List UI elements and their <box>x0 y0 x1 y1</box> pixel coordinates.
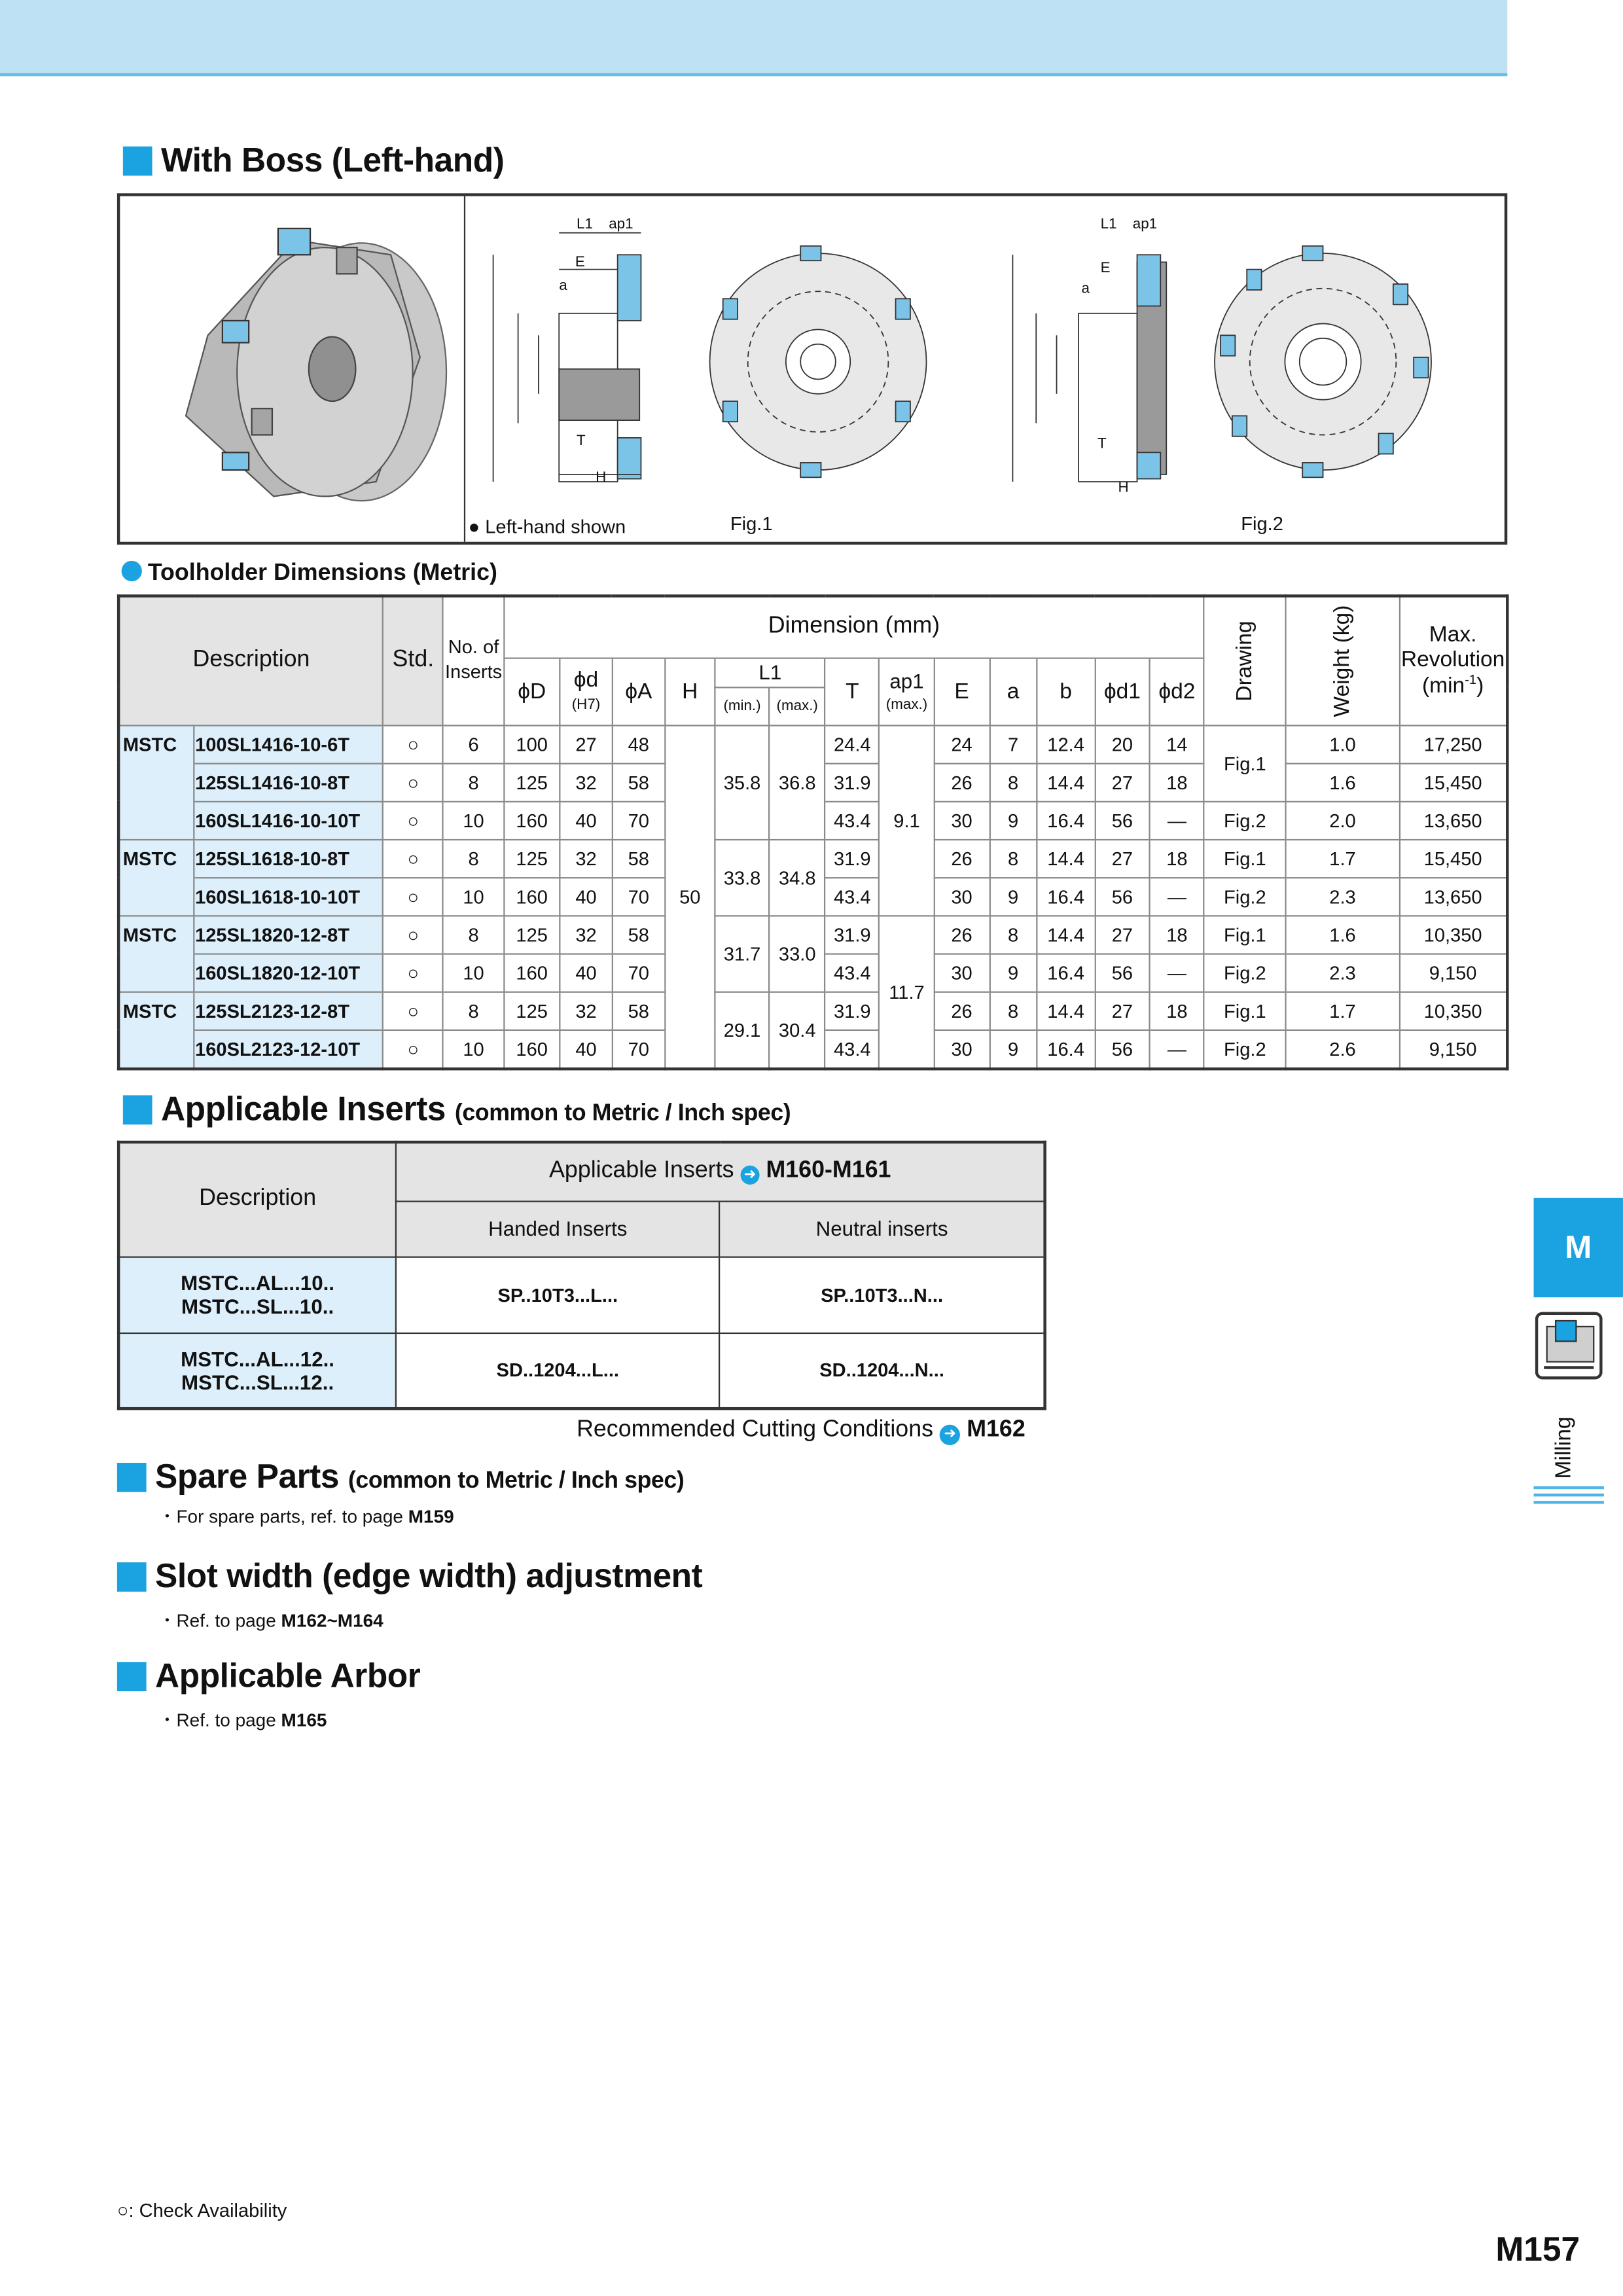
tool-illustrations <box>120 196 1504 542</box>
table-row: MSTC...AL...12.. MSTC...SL...12.. SD..1204...L... SD..1204...N... <box>118 1333 1045 1408</box>
svg-text:a: a <box>559 276 567 293</box>
link-m165[interactable]: M165 <box>281 1710 327 1731</box>
ap1-group-2: 11.7 <box>880 915 935 1068</box>
series-cell: MSTC <box>118 839 194 877</box>
header-T: T <box>825 658 880 725</box>
code-cell: 100SL1416-10-6T <box>194 725 383 762</box>
ap1-group-1: 9.1 <box>880 725 935 915</box>
header-L1-min: (min.) <box>715 687 770 725</box>
cutter-3d-icon <box>186 228 446 501</box>
svg-text:E: E <box>575 253 585 270</box>
header-b: b <box>1037 658 1094 725</box>
section-marker-icon <box>117 1463 147 1492</box>
milling-cutter-icon <box>1535 1312 1603 1380</box>
svg-text:H: H <box>1118 478 1129 495</box>
code-cell: 125SL1416-10-8T <box>194 763 383 801</box>
header-d1: ϕd1 <box>1095 658 1150 725</box>
table-row: 160SL1416-10-10T ○ 10 160 40 70 43.4 30 9 16.4 56 — Fig.2 2.0 13,650 <box>118 801 1507 839</box>
series-cell: MSTC <box>118 915 194 953</box>
header-L1-max: (max.) <box>769 687 825 725</box>
milling-label-holder <box>1551 1416 1589 1480</box>
table-row: MSTC 125SL2123-12-8T ○ 8 125 32 58 29.1 30.4 31.9 26 8 14.4 27 18 Fig.1 1.7 10,350 <box>118 992 1507 1030</box>
left-hand-note: ● Left-hand shown <box>468 515 626 538</box>
milling-label: Milling <box>1551 1416 1577 1479</box>
arrow-right-icon: ➜ <box>940 1425 960 1445</box>
table-row: MSTC 125SL1820-12-8T ○ 8 125 32 58 31.7 33.0 31.9 11.7 26 8 14.4 27 18 Fig.1 1.6 10,350 <box>118 915 1507 953</box>
inserts-header-description: Description <box>118 1142 396 1257</box>
table-row: 160SL1820-12-10T ○ 10 160 40 70 43.4 30 9 16.4 56 — Fig.2 2.3 9,150 <box>118 953 1507 991</box>
fig2-front-view <box>1215 246 1431 477</box>
table-row: MSTC...AL...10.. MSTC...SL...10.. SP..10T3...L... SP..10T3...N... <box>118 1257 1045 1333</box>
arbor-note: ・Ref. to page M165 <box>158 1710 327 1731</box>
spare-parts-note: ・For spare parts, ref. to page M159 <box>158 1507 454 1528</box>
bullet-icon <box>122 561 142 581</box>
header-dimension: Dimension (mm) <box>504 596 1204 658</box>
header-a: a <box>990 658 1037 725</box>
fig2-caption: Fig.2 <box>1241 512 1283 535</box>
inserts-header-neutral: Neutral inserts <box>720 1201 1045 1257</box>
header-L1: L1 <box>715 658 825 687</box>
section-title-spare-parts: Spare Parts (common to Metric / Inch spec) <box>117 1457 684 1496</box>
code-cell: 160SL1820-12-10T <box>194 953 383 991</box>
table-row: 125SL1416-10-8T ○ 8 125 32 58 35.8 36.8 31.9 26 8 14.4 27 18 1.6 15,450 <box>118 763 1507 801</box>
svg-text:T: T <box>1097 435 1107 452</box>
header-H: H <box>665 658 715 725</box>
header-D: ϕD <box>504 658 560 725</box>
svg-text:L1: L1 <box>577 215 593 232</box>
svg-text:ap1: ap1 <box>1132 215 1158 232</box>
fig1-caption: Fig.1 <box>730 512 773 535</box>
fig1-front-view <box>710 246 927 477</box>
svg-text:T: T <box>577 432 586 449</box>
figure-box <box>117 193 1507 545</box>
section-marker-icon <box>123 147 152 176</box>
svg-text:L1: L1 <box>1100 215 1117 232</box>
section-marker-icon <box>117 1662 147 1691</box>
header-drawing: Drawing <box>1204 596 1286 725</box>
fig1-section-drawing <box>493 215 641 485</box>
series-cell: MSTC <box>118 992 194 1030</box>
svg-text:H: H <box>596 469 607 486</box>
header-E: E <box>934 658 989 725</box>
toolholder-title: Toolholder Dimensions (Metric) <box>122 561 497 587</box>
top-band <box>0 0 1507 76</box>
table-row: MSTC 100SL1416-10-6T ○ 6 100 27 48 50 24.4 9.1 24 7 12.4 20 14 Fig.1 1.0 17,250 <box>118 725 1507 762</box>
header-d2: ϕd2 <box>1150 658 1204 725</box>
link-m159[interactable]: M159 <box>408 1507 454 1528</box>
H-merged-cell: 50 <box>665 725 715 1068</box>
svg-text:a: a <box>1081 279 1090 296</box>
slot-width-note: ・Ref. to page M162~M164 <box>158 1610 383 1632</box>
header-ap1: ap1 (max.) <box>880 658 935 725</box>
code-cell: 125SL1618-10-8T <box>194 839 383 877</box>
section-title-arbor: Applicable Arbor <box>117 1656 420 1695</box>
svg-text:E: E <box>1100 259 1111 276</box>
header-A: ϕA <box>613 658 665 725</box>
availability-legend: ○: Check Availability <box>116 2199 287 2221</box>
link-m162[interactable]: M162~M164 <box>281 1610 383 1632</box>
header-description: Description <box>118 596 383 725</box>
table-row: MSTC 125SL1618-10-8T ○ 8 125 32 58 33.8 34.8 31.9 26 8 14.4 27 18 Fig.1 1.7 15,450 <box>118 839 1507 877</box>
code-cell: 125SL1820-12-8T <box>194 915 383 953</box>
inserts-header-applicable: Applicable Inserts ➜ M160-M161 <box>396 1142 1045 1200</box>
inserts-header-handed: Handed Inserts <box>396 1201 720 1257</box>
drawing-fig1-cell: Fig.1 <box>1204 725 1286 800</box>
section-marker-icon <box>123 1095 152 1124</box>
recommended-cutting-link[interactable]: Recommended Cutting Conditions ➜ M162 <box>577 1418 1026 1446</box>
code-cell: 160SL1618-10-10T <box>194 877 383 915</box>
section-title-inserts: Applicable Inserts (common to Metric / Inch spec) <box>123 1089 791 1128</box>
side-tab-letter[interactable]: M <box>1534 1198 1623 1297</box>
link-m160[interactable]: M160-M161 <box>766 1158 891 1184</box>
header-std: Std. <box>383 596 443 725</box>
table-row: 160SL1618-10-10T ○ 10 160 40 70 43.4 30 9 16.4 56 — Fig.2 2.3 13,650 <box>118 877 1507 915</box>
section-marker-icon <box>117 1562 147 1592</box>
header-max-revolution: Max. Revolution $(\min^{-1})$ <box>1399 596 1507 725</box>
header-weight: Weight (kg) <box>1286 596 1399 725</box>
code-cell: 160SL2123-12-10T <box>194 1030 383 1068</box>
fig2-section-drawing <box>1012 215 1166 495</box>
header-no-of-inserts: No. of Inserts <box>443 596 504 725</box>
code-cell: 125SL2123-12-8T <box>194 992 383 1030</box>
section-title-with-boss: With Boss (Left-hand) <box>123 141 505 180</box>
applicable-inserts-table <box>117 1141 1046 1410</box>
section-title-slot-width: Slot width (edge width) adjustment <box>117 1556 702 1596</box>
svg-text:ap1: ap1 <box>609 215 633 232</box>
page-number: M157 <box>1495 2230 1580 2269</box>
code-cell: 160SL1416-10-10T <box>194 801 383 839</box>
header-d: ϕd (H7) <box>560 658 613 725</box>
arrow-right-icon: ➜ <box>740 1166 759 1185</box>
series-cell: MSTC <box>118 725 194 762</box>
toolholder-dimensions-table <box>117 594 1509 1069</box>
table-row: 160SL2123-12-10T ○ 10 160 40 70 43.4 30 9 16.4 56 — Fig.2 2.6 9,150 <box>118 1030 1507 1068</box>
